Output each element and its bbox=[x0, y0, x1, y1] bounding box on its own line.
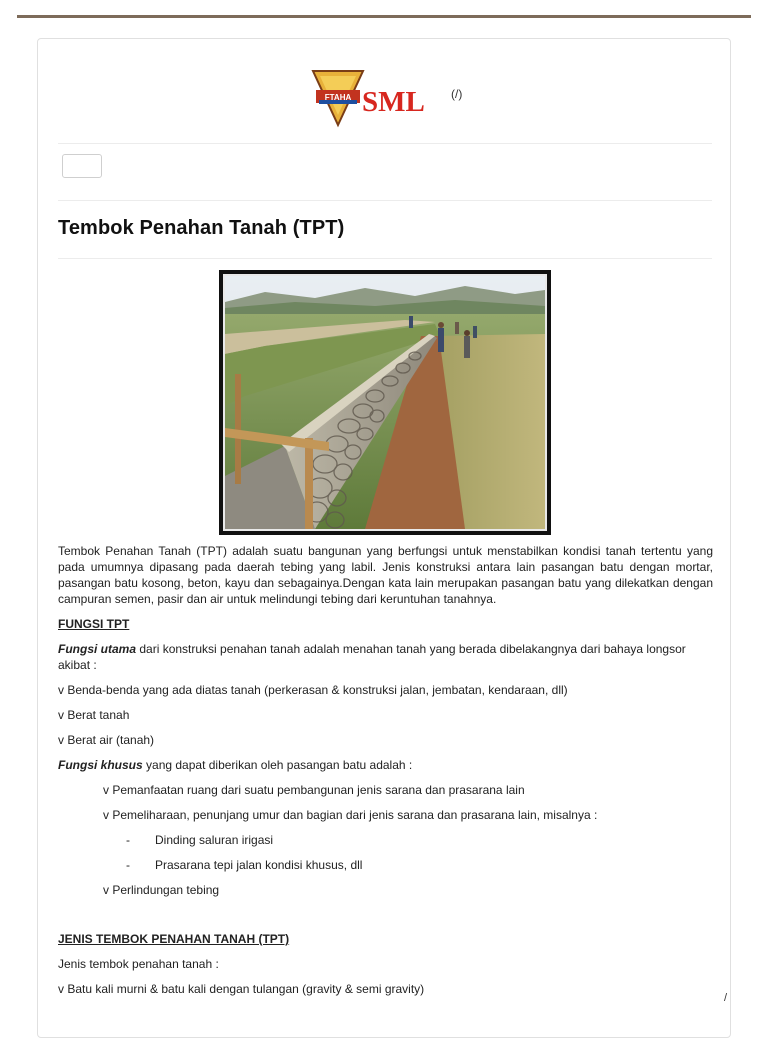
list-item: v Perlindungan tebing bbox=[103, 883, 220, 897]
list-item: v Batu kali murni & batu kali dengan tulangan (gravity & semi gravity) bbox=[58, 982, 425, 996]
intro-paragraph: Tembok Penahan Tanah (TPT) adalah suatu bangunan yang berfungsi untuk menstabilkan kondisi tanah tertentu yang pada umumnya dipasang pada daerah tebing yang labil. Jenis konstruksi antara lain pasangan batu dengan mortar, pasangan batu kosong, beton, kayu dan sebagainya.Dengan kata lain merupakan pasangan batu yang dilekatkan dengan campuran semen, pasir dan air untuk melindungi tebing dari keruntuhan tanahnya. bbox=[58, 544, 713, 606]
divider bbox=[58, 200, 712, 201]
fungsi-khusus-label: Fungsi khusus bbox=[58, 758, 143, 772]
sub-list-item bbox=[58, 857, 713, 873]
fungsi-utama-label: Fungsi utama bbox=[58, 642, 137, 656]
article-body bbox=[58, 543, 713, 997]
jenis-heading: JENIS TEMBOK PENAHAN TANAH (TPT) bbox=[58, 932, 290, 946]
list-item: v Benda-benda yang ada diatas tanah (perkerasan & konstruksi jalan, jembatan, kendaraan, dll) bbox=[58, 683, 568, 697]
document-card bbox=[37, 38, 731, 1038]
fungsi-khusus-paragraph bbox=[58, 757, 713, 773]
dash: - bbox=[126, 833, 130, 847]
menu-button[interactable] bbox=[62, 154, 102, 178]
sml-wordmark: SML bbox=[362, 86, 425, 118]
list-item: v Pemeliharaan, penunjang umur dan bagian dari jenis sarana dan prasarana lain, misalnya : bbox=[103, 808, 598, 822]
retaining-wall-photo bbox=[219, 270, 551, 535]
sub-list-item-text: Prasarana tepi jalan kondisi khusus, dll bbox=[155, 858, 363, 872]
top-divider-bar bbox=[17, 15, 751, 18]
page-title: Tembok Penahan Tanah (TPT) bbox=[58, 217, 345, 239]
divider bbox=[58, 143, 712, 144]
dash: - bbox=[126, 858, 130, 872]
divider bbox=[58, 258, 712, 259]
list-item: v Pemanfaatan ruang dari suatu pembangunan jenis sarana dan prasarana lain bbox=[103, 783, 525, 797]
page-marker: / bbox=[724, 992, 728, 1004]
sub-list-item-text: Dinding saluran irigasi bbox=[155, 833, 274, 847]
photo-illustration bbox=[225, 276, 545, 529]
list-item: v Berat air (tanah) bbox=[58, 733, 155, 747]
fungsi-khusus-text: yang dapat diberikan oleh pasangan batu adalah : bbox=[142, 758, 413, 772]
list-item: v Berat tanah bbox=[58, 708, 130, 722]
fungsi-utama-paragraph bbox=[58, 641, 713, 673]
home-link[interactable]: (/) bbox=[451, 87, 463, 101]
sml-logo[interactable] bbox=[311, 69, 433, 129]
header bbox=[38, 69, 730, 133]
emblem-lettering: FTAHA bbox=[324, 93, 352, 102]
sub-list-item bbox=[58, 832, 713, 848]
fungsi-utama-text: dari konstruksi penahan tanah adalah menahan tanah yang berada dibelakangnya dari bahaya longsor akibat : bbox=[58, 642, 686, 672]
fungsi-heading: FUNGSI TPT bbox=[58, 617, 130, 631]
jenis-intro: Jenis tembok penahan tanah : bbox=[58, 957, 219, 971]
